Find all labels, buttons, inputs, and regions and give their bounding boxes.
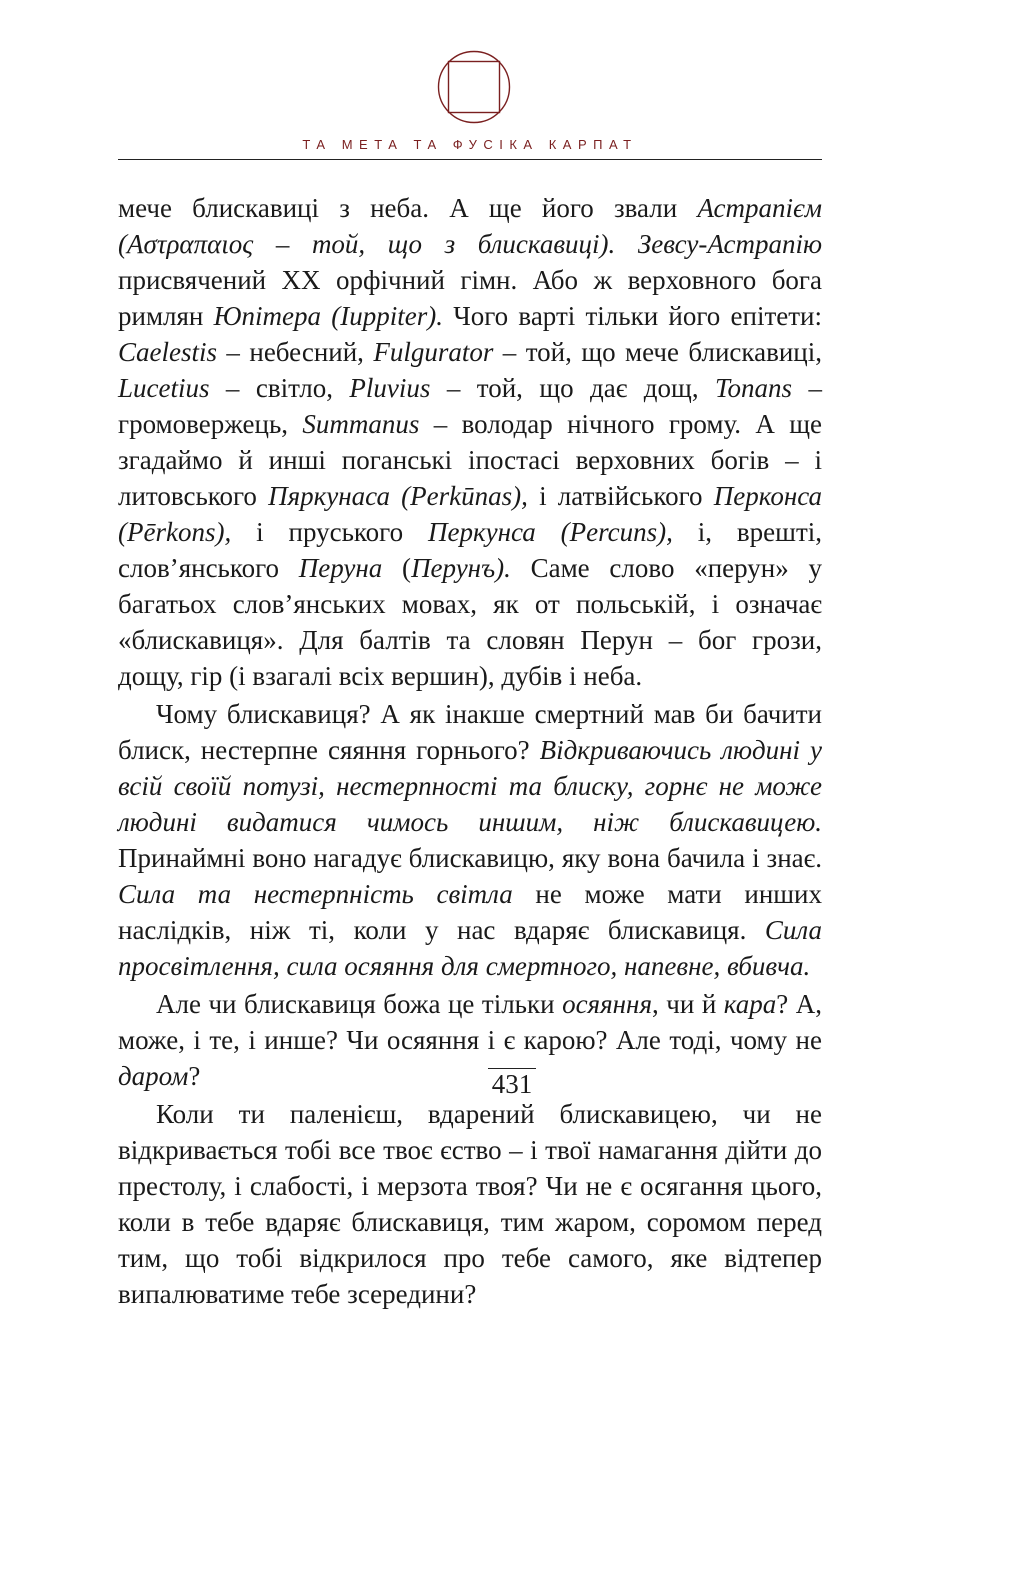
italic-text: Lucetius [118, 373, 210, 403]
text-run: ? [188, 1061, 201, 1091]
italic-text: Caelestis [118, 337, 217, 367]
text-run: – небесний, [217, 337, 374, 367]
italic-text: Перкунса (Percuns), [427, 517, 673, 547]
italic-text: Перконса (Pērkons), [118, 481, 822, 547]
text-run: – той, що мече блискавиці, [493, 337, 822, 367]
text-run: ( [382, 553, 412, 583]
italic-text: Summanus [302, 409, 420, 439]
text-run: і латвійського [527, 481, 714, 511]
page-footer [0, 1068, 1024, 1099]
italic-text: Сила та нестерпність світла [118, 879, 513, 909]
page-number: 431 [488, 1068, 537, 1099]
italic-text: Пяркунаса (Perkūnas), [268, 481, 528, 511]
text-run: мече блискавиці з неба. А ще його звали [118, 193, 698, 223]
italic-text: Fulgurator [373, 337, 494, 367]
header-rule [118, 159, 822, 160]
italic-text: Юпітера (Iuppiter). [213, 301, 443, 331]
italic-text: Перунъ). [411, 553, 511, 583]
text-run: присвячений XX орфічний гімн. Або ж верховного бога римлян [118, 265, 822, 331]
text-run: Коли ти паленієш, вдарений блискавицею, чи не відкривається тобі все твоє єство – і твої намагання дійти до престолу, і слабості, і мерзота твоя? Чи не є осягання цього, коли в тебе вдаряє блискавиця, тим жаром, соромом перед тим, що тобі відкрилося про тебе самого, яке відтепер випалюватиме тебе зсередини? [118, 1099, 822, 1309]
text-run: – громовержець, [118, 373, 822, 439]
text-run: , чи й [652, 989, 724, 1019]
running-title: ТА МЕТА ТА ФУСІКА КАРПАТ [302, 137, 638, 152]
text-run: Саме слово «перун» у багатьох слов’янських мовах, як от польській, і означає «блискавиця». Для балтів та словян Перун – бог грози, дощу, гір (і взагалі всіх вершин), дубів і неба. [118, 553, 822, 691]
italic-text: кара [723, 989, 777, 1019]
body-text [118, 190, 822, 1312]
text-run: Чого варті тільки його епітети: [442, 301, 822, 331]
text-run: і, врешті, слов’янського [118, 517, 823, 583]
paragraph [118, 696, 822, 984]
italic-text: Tonans [715, 373, 793, 403]
text-run: – світло, [209, 373, 350, 403]
text-run: Принаймні воно нагадує блискавицю, яку вона бачила і знає. [118, 843, 822, 873]
italic-text: Астрапієм (Αστραπαιος – той, що з блискавиці). Зевсу-Астрапію [118, 193, 822, 259]
text-run: Але чи блискавиця божа це тільки [156, 989, 563, 1019]
italic-text: осяяння [562, 989, 653, 1019]
circle-square-emblem-icon [437, 50, 511, 124]
text-run: – володар нічного грому. А ще згадаймо й инші поганські іпостасі верховних богів – і литовського [118, 409, 822, 511]
italic-text: Відкриваючись людині у всій своїй потузі, нестерпності та блиску, горнє не може людині видатися чимось иншим, ніж блискавицею. [118, 735, 822, 837]
paragraph [118, 190, 822, 694]
italic-text: Сила просвітлення, сила осяяння для смертного, напевне, вбивча. [118, 915, 822, 981]
text-run: і пруського [231, 517, 428, 547]
paragraph [118, 1096, 822, 1312]
text-run: Чому блискавиця? А як інакше смертний мав би бачити блиск, нестерпне сяяння горнього? [118, 699, 822, 765]
italic-text: Перуна [298, 553, 383, 583]
italic-text: даром [118, 1061, 189, 1091]
text-run: ? А, може, і те, і инше? Чи осяяння і є карою? Але тоді, чому не [118, 989, 822, 1055]
italic-text: Pluvius [349, 373, 431, 403]
text-run: не може мати инших наслідків, ніж ті, коли у нас вдаряє блискавиця. [118, 879, 823, 945]
text-run: – той, що дає дощ, [430, 373, 716, 403]
